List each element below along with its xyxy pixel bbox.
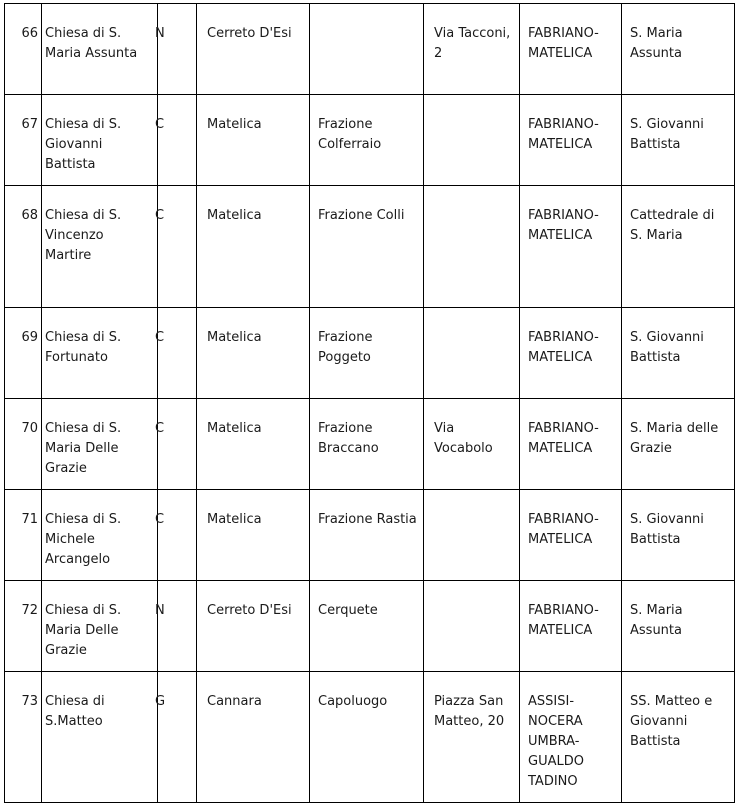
code-text: G <box>155 694 166 709</box>
table-body <box>5 4 735 803</box>
code-cell <box>155 490 197 581</box>
parish-cell: SS. Matteo e Giovanni Battista <box>622 672 735 803</box>
address-cell: Piazza San Matteo, 20 <box>424 672 520 803</box>
address-cell <box>424 308 520 399</box>
table-row <box>5 581 735 672</box>
row-number: 67 <box>5 95 42 186</box>
address-cell: Via Vocabolo <box>424 399 520 490</box>
table-row <box>5 186 735 308</box>
frazione-cell: Frazione Braccano <box>310 399 424 490</box>
comune-cell: Matelica <box>197 399 310 490</box>
table-row <box>5 95 735 186</box>
address-cell <box>424 490 520 581</box>
parish-cell: S. Giovanni Battista <box>622 95 735 186</box>
row-number: 72 <box>5 581 42 672</box>
diocese-cell: FABRIANO- MATELICA <box>520 4 622 95</box>
church-name: Chiesa di S. Giovanni Battista <box>42 95 158 186</box>
code-cell <box>155 95 197 186</box>
code-text: N <box>155 26 165 41</box>
row-number: 73 <box>5 672 42 803</box>
comune-cell: Matelica <box>197 95 310 186</box>
address-cell <box>424 95 520 186</box>
diocese-cell: FABRIANO- MATELICA <box>520 490 622 581</box>
comune-cell: Cerreto D'Esi <box>197 581 310 672</box>
comune-cell: Matelica <box>197 186 310 308</box>
table-row <box>5 308 735 399</box>
table-row <box>5 490 735 581</box>
frazione-cell: Frazione Colferraio <box>310 95 424 186</box>
frazione-cell: Cerquete <box>310 581 424 672</box>
code-cell <box>155 186 197 308</box>
code-text: N <box>155 603 165 618</box>
parish-cell: Cattedrale di S. Maria <box>622 186 735 308</box>
parish-cell: S. Maria Assunta <box>622 581 735 672</box>
parish-cell: S. Maria Assunta <box>622 4 735 95</box>
row-number: 66 <box>5 4 42 95</box>
code-text: C <box>155 512 165 527</box>
frazione-cell: Frazione Poggeto <box>310 308 424 399</box>
churches-table <box>4 3 735 803</box>
code-cell <box>155 308 197 399</box>
parish-cell: S. Maria delle Grazie <box>622 399 735 490</box>
church-name: Chiesa di S. Vincenzo Martire <box>42 186 158 308</box>
frazione-cell <box>310 4 424 95</box>
table-row <box>5 399 735 490</box>
row-number: 69 <box>5 308 42 399</box>
comune-cell: Matelica <box>197 308 310 399</box>
code-text: C <box>155 208 165 223</box>
diocese-cell: FABRIANO- MATELICA <box>520 308 622 399</box>
address-cell: Via Tacconi, 2 <box>424 4 520 95</box>
comune-cell: Matelica <box>197 490 310 581</box>
church-name: Chiesa di S. Michele Arcangelo <box>42 490 158 581</box>
frazione-cell: Capoluogo <box>310 672 424 803</box>
diocese-cell: ASSISI- NOCERA UMBRA- GUALDO TADINO <box>520 672 622 803</box>
code-cell <box>155 581 197 672</box>
table-row <box>5 672 735 803</box>
row-number: 68 <box>5 186 42 308</box>
table-row <box>5 4 735 95</box>
frazione-cell: Frazione Rastia <box>310 490 424 581</box>
church-name: Chiesa di S. Fortunato <box>42 308 158 399</box>
church-name: Chiesa di S. Maria Assunta <box>42 4 158 95</box>
code-cell <box>155 399 197 490</box>
comune-cell: Cannara <box>197 672 310 803</box>
diocese-cell: FABRIANO- MATELICA <box>520 186 622 308</box>
row-number: 70 <box>5 399 42 490</box>
code-text: C <box>155 421 165 436</box>
row-number: 71 <box>5 490 42 581</box>
frazione-cell: Frazione Colli <box>310 186 424 308</box>
diocese-cell: FABRIANO- MATELICA <box>520 399 622 490</box>
code-cell <box>155 672 197 803</box>
address-cell <box>424 581 520 672</box>
parish-cell: S. Giovanni Battista <box>622 308 735 399</box>
code-cell <box>155 4 197 95</box>
church-name: Chiesa di S. Maria Delle Grazie <box>42 399 158 490</box>
code-text: C <box>155 117 165 132</box>
code-text: C <box>155 330 165 345</box>
church-name: Chiesa di S.Matteo <box>42 672 158 803</box>
parish-cell: S. Giovanni Battista <box>622 490 735 581</box>
diocese-cell: FABRIANO- MATELICA <box>520 581 622 672</box>
address-cell <box>424 186 520 308</box>
church-name: Chiesa di S. Maria Delle Grazie <box>42 581 158 672</box>
diocese-cell: FABRIANO- MATELICA <box>520 95 622 186</box>
comune-cell: Cerreto D'Esi <box>197 4 310 95</box>
